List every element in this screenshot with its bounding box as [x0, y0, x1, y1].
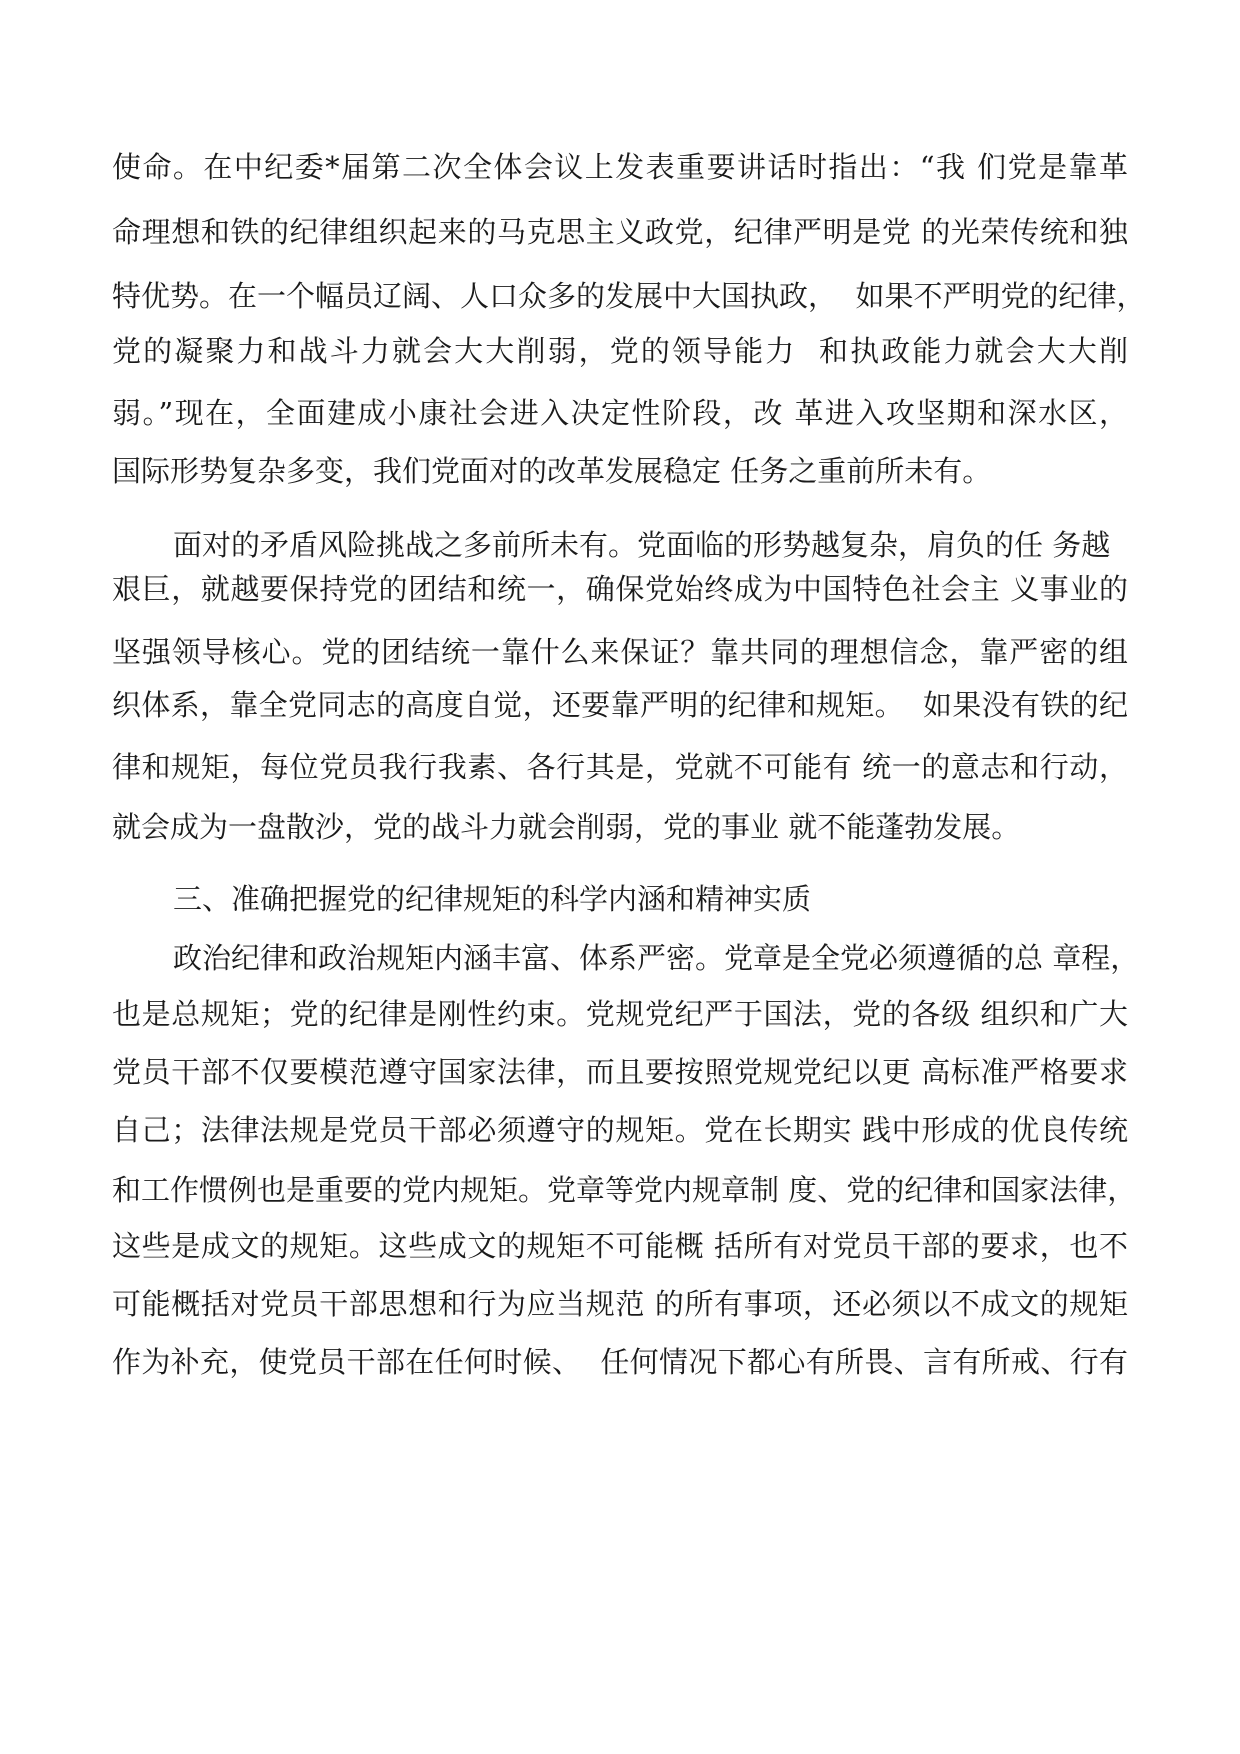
paragraph-first-line: 面对的矛盾风险挑战之多前所未有。党面临的形势越复杂，肩负的任 务越: [173, 528, 1111, 562]
text-line: 党员干部不仅要模范遵守国家法律，而且要按照党规党纪以更 高标准严格要求: [112, 1055, 1128, 1089]
text-line: 这些是成文的规矩。这些成文的规矩不可能概 括所有对党员干部的要求，也不: [112, 1229, 1128, 1263]
text-line: 可能概括对党员干部思想和行为应当规范 的所有事项，还必须以不成文的规矩: [112, 1287, 1128, 1321]
text-line: 也是总规矩；党的纪律是刚性约束。党规党纪严于国法，党的各级 组织和广大: [112, 997, 1128, 1031]
text-line: 命理想和铁的纪律组织起来的马克思主义政党，纪律严明是党 的光荣传统和独: [112, 215, 1128, 249]
text-line: 艰巨，就越要保持党的团结和统一，确保党始终成为中国特色社会主 义事业的: [112, 572, 1128, 606]
text-line: 作为补充，使党员干部在任何时候、 任何情况下都心有所畏、言有所戒、行有: [112, 1345, 1128, 1379]
text-line: 和工作惯例也是重要的党内规矩。党章等党内规章制 度、党的纪律和国家法律，: [112, 1173, 1137, 1207]
text-line: 弱。”现在，全面建成小康社会进入决定性阶段，改 革进入攻坚期和深水区，: [112, 396, 1128, 430]
text-line: 自己；法律法规是党员干部必须遵守的规矩。党在长期实 践中形成的优良传统: [112, 1113, 1128, 1147]
text-line: 使命。在中纪委*届第二次全体会议上发表重要讲话时指出：“我 们党是靠革: [112, 150, 1128, 184]
text-line: 坚强领导核心。党的团结统一靠什么来保证？靠共同的理想信念，靠严密的组: [112, 635, 1128, 669]
text-line: 织体系，靠全党同志的高度自觉，还要靠严明的纪律和规矩。 如果没有铁的纪: [112, 688, 1128, 722]
text-line: 国际形势复杂多变，我们党面对的改革发展稳定 任务之重前所未有。: [112, 454, 992, 488]
text-line: 律和规矩，每位党员我行我素、各行其是，党就不可能有 统一的意志和行动，: [112, 750, 1128, 784]
text-line: 就会成为一盘散沙，党的战斗力就会削弱，党的事业 就不能蓬勃发展。: [112, 810, 1021, 844]
section-heading: 三、准确把握党的纪律规矩的科学内涵和精神实质: [173, 882, 812, 916]
text-line: 党的凝聚力和战斗力就会大大削弱，党的领导能力 和执政能力就会大大削: [112, 334, 1128, 368]
paragraph-first-line: 政治纪律和政治规矩内涵丰富、体系严密。党章是全党必须遵循的总 章程，: [173, 941, 1140, 975]
text-line: 特优势。在一个幅员辽阔、人口众多的发展中大国执政， 如果不严明党的纪律，: [112, 279, 1146, 313]
